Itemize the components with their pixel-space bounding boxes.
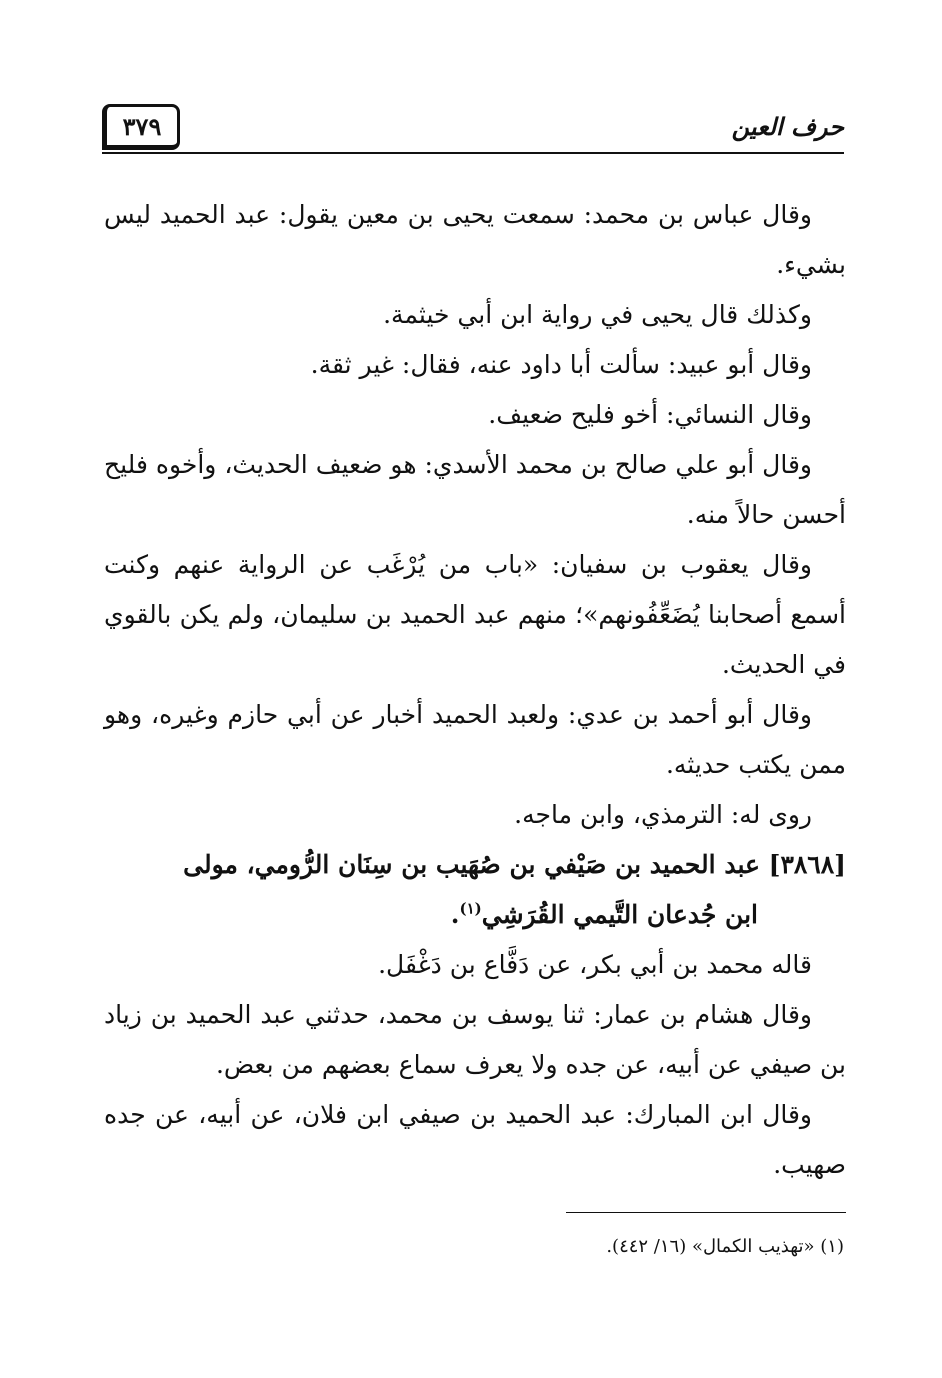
- paragraph-muhammad: قاله محمد بن أبي بكر، عن دَفَّاع بن دَغْفَل.: [378, 950, 812, 979]
- footnote-rule: [566, 1212, 846, 1213]
- entry-heading-line1: [٣٨٦٨] عبد الحميد بن صَيْفي بن صُهَيب بن سِنَان الرُّومي، مولى: [183, 850, 846, 879]
- paragraph-yaqub: وقال يعقوب بن سفيان: «باب من يُرْغَب عن الرواية عنهم وكنت أسمع أصحابنا يُضَعِّفُونهم»؛ منهم عبد الحميد بن سليمان، ولم يكن بالقوي في الحديث.: [104, 550, 846, 679]
- paragraph-ibn-mubarak: وقال ابن المبارك: عبد الحميد بن صيفي ابن فلان، عن أبيه، عن جده صهيب.: [104, 1100, 846, 1179]
- paragraph-abu-ubaid: وقال أبو عبيد: سألت أبا داود عنه، فقال: غير ثقة.: [310, 350, 812, 379]
- entry-heading-line2: ابن جُدعان التَّيمي القُرَشِي: [481, 900, 758, 929]
- paragraph-hisham: وقال هشام بن عمار: ثنا يوسف بن محمد، حدثني عبد الحميد بن زياد بن صيفي عن أبيه، عن جده ولا يعرف سماع بعضهم من بعض.: [104, 1000, 846, 1079]
- paragraph-nasai: وقال النسائي: أخو فليح ضعيف.: [488, 400, 812, 429]
- paragraph-yahya: وكذلك قال يحيى في رواية ابن أبي خيثمة.: [383, 300, 812, 329]
- main-text: [104, 190, 846, 1190]
- footnote: (١) «تهذيب الكمال» (١٦/ ٤٤٢).: [606, 1236, 844, 1257]
- header-rule: [102, 152, 844, 154]
- paragraph-abu-ali: وقال أبو علي صالح بن محمد الأسدي: هو ضعيف الحديث، وأخوه فليح أحسن حالاً منه.: [104, 450, 846, 529]
- running-head: حرف العين: [731, 112, 844, 141]
- page-number: ٣٧٩: [102, 104, 180, 150]
- paragraph-abbas: وقال عباس بن محمد: سمعت يحيى بن معين يقول: عبد الحميد ليس بشيء.: [104, 200, 846, 279]
- entry-heading-end: .: [450, 900, 460, 929]
- entry-heading: [104, 840, 846, 940]
- paragraph-ibn-adi: وقال أبو أحمد بن عدي: ولعبد الحميد أخبار عن أبي حازم وغيره، وهو ممن يكتب حديثه.: [104, 700, 846, 779]
- entry-heading-line2-wrap: [104, 890, 846, 940]
- paragraph-narrators: روى له: الترمذي، وابن ماجه.: [514, 800, 812, 829]
- footnote-reference[interactable]: (١): [459, 899, 482, 918]
